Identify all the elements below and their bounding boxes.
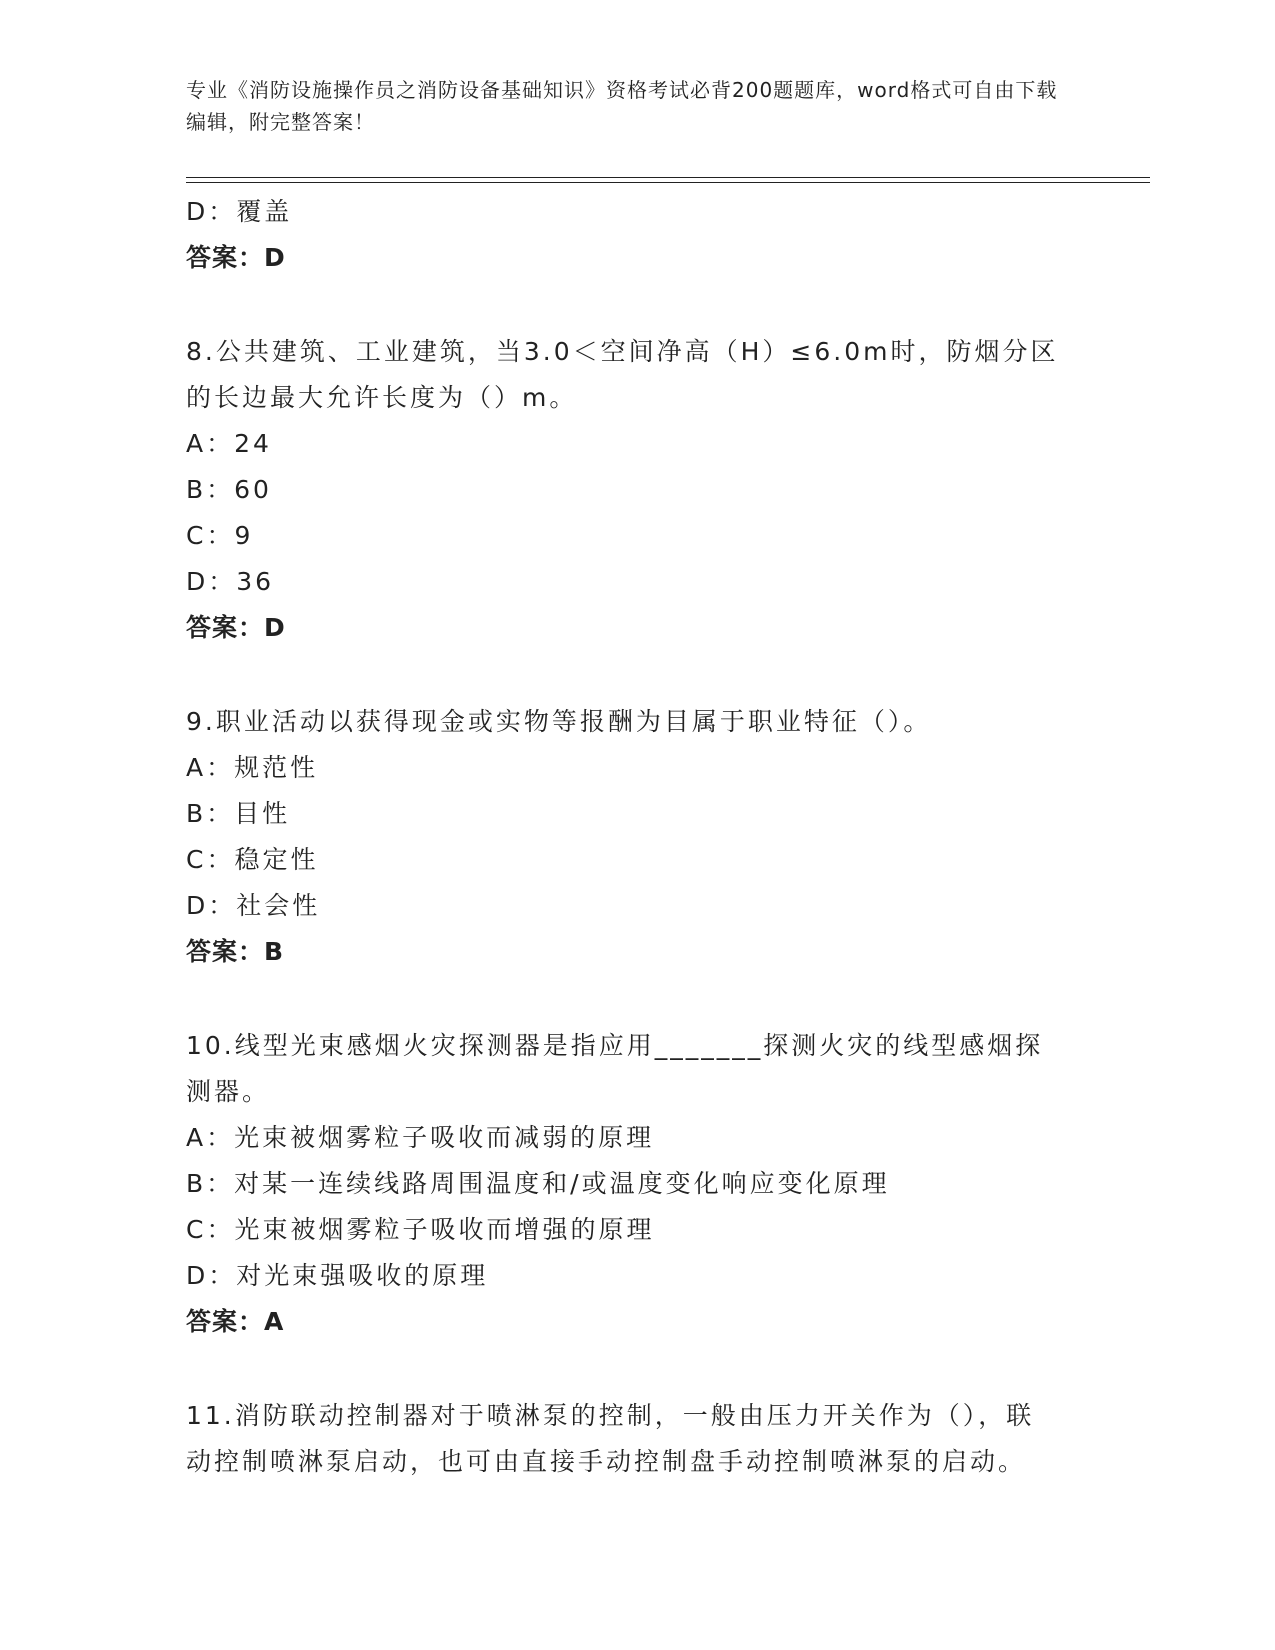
q8-text-line1: 8.公共建筑、工业建筑，当3.0＜空间净高（H）≤6.0m时，防烟分区 (186, 337, 1059, 366)
q9-option-d: D：社会性 (186, 891, 321, 920)
q11-text-line2: 动控制喷淋泵启动，也可由直接手动控制盘手动控制喷淋泵的启动。 (186, 1447, 1027, 1476)
spacer (186, 651, 1086, 699)
q11-text-line1: 11.消防联动控制器对于喷淋泵的控制，一般由压力开关作为（），联 (186, 1401, 1035, 1430)
q8-option-b: B：60 (186, 475, 272, 504)
q8-option-c: C：9 (186, 521, 254, 550)
q9-text-line1: 9.职业活动以获得现金或实物等报酬为目属于职业特征（）。 (186, 707, 932, 736)
q8-text-line2: 的长边最大允许长度为（）m。 (186, 383, 578, 412)
spacer (186, 1345, 1086, 1393)
q8-answer: 答案：D (186, 613, 286, 642)
question-content (186, 189, 1086, 1485)
q10-option-c: C：光束被烟雾粒子吸收而增强的原理 (186, 1215, 655, 1244)
header-rule-top (186, 177, 1150, 178)
q9-option-b: B：目性 (186, 799, 291, 828)
q9-option-a: A：规范性 (186, 753, 319, 782)
q7-answer: 答案：D (186, 243, 286, 272)
q7-option-d: D：覆盖 (186, 197, 293, 226)
q10-text-line2: 测器。 (186, 1077, 271, 1106)
document-header: 专业《消防设施操作员之消防设备基础知识》资格考试必背200题题库，word格式可自由下载编辑，附完整答案！ (186, 78, 1058, 134)
q10-answer: 答案：A (186, 1307, 285, 1336)
q9-answer: 答案：B (186, 937, 285, 966)
q10-option-a: A：光束被烟雾粒子吸收而减弱的原理 (186, 1123, 655, 1152)
q8-option-a: A：24 (186, 429, 272, 458)
header-rule-bottom (186, 182, 1150, 183)
q8-option-d: D：36 (186, 567, 275, 596)
q10-option-d: D：对光束强吸收的原理 (186, 1261, 489, 1290)
q9-option-c: C：稳定性 (186, 845, 319, 874)
spacer (186, 281, 1086, 329)
q10-text-line1: 10.线型光束感烟火灾探测器是指应用_______探测火灾的线型感烟探 (186, 1031, 1044, 1060)
spacer (186, 975, 1086, 1023)
q10-option-b: B：对某一连续线路周围温度和/或温度变化响应变化原理 (186, 1169, 890, 1198)
